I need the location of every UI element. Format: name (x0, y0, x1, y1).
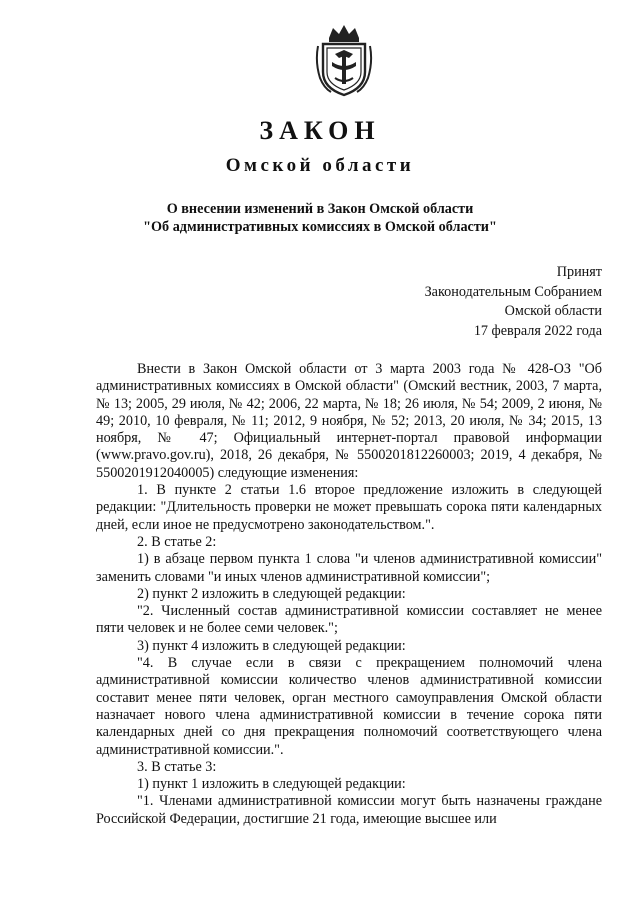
article-3-item-1-text: "1. Членами административной комиссии могут быть назначены граждане Российской Федерации, достигшие 21 года, имеющие высшее или (96, 793, 602, 827)
law-title: ЗАКОН (259, 116, 381, 145)
article-3-item-1: 1) пункт 1 изложить в следующей редакции: (137, 776, 406, 793)
subject-line-1: О внесении изменений в Закон Омской области (166, 201, 474, 217)
law-body (96, 361, 602, 828)
article-2-item-2-text: "2. Численный состав административной комиссии составляет не менее пяти человек и не более семи человек."; (96, 603, 602, 637)
law-subject (0, 200, 640, 236)
intro-paragraph: Внести в Закон Омской области от 3 марта 2003 года № 428-ОЗ "Об административных комиссиях в Омской области" (Омский вестник, 2003, 7 марта, № 13; 2005, 29 июля, № 42; 2006, 22 марта, № 18; 26 июля, № 54; 2009, 2 июня, № 49; 2010, 10 февраля, № 11; 2012, 9 ноября, № 52; 2013, 20 июля, № 34; 2015, 13 ноября, № 47; Официальный интернет-портал правовой информации (www.pravo.gov.ru), 2018, 26 декабря, № 5500201812260003; 2019, 4 декабря, № 5500201912040005) следующие изменения: (96, 361, 602, 481)
omsk-region-coat-of-arms-icon (315, 22, 373, 98)
adopted-line-2: Законодательным Собранием (424, 283, 602, 300)
adoption-block (425, 263, 602, 341)
adopted-line-1: Принят (556, 264, 602, 280)
article-2-item-3-text: "4. В случае если в связи с прекращением полномочий члена административной комиссии количество членов административной комиссии составит менее пяти человек, орган местного самоуправления Омской области назначает нового члена административной комиссии в течение сорока пяти календарных дней со дня прекращения полномочий соответствующего члена административной комиссии.". (96, 655, 602, 758)
adopted-date: 17 февраля 2022 года (473, 322, 602, 339)
article-2-item-1: 1) в абзаце первом пункта 1 слова "и членов административной комиссии" заменить словами "и иных членов административной комиссии"; (96, 551, 602, 585)
subject-line-2: "Об административных комиссиях в Омской области" (143, 219, 497, 235)
article-2-heading: 2. В статье 2: (137, 533, 217, 550)
article-1-paragraph: 1. В пункте 2 статьи 1.6 второе предложение изложить в следующей редакции: "Длительность проверки не может превышать сорока пяти календарных дней, если иное не предусмотрено законодательством.". (96, 482, 602, 533)
adopted-line-3: Омской области (504, 303, 602, 319)
article-3-heading: 3. В статье 3: (137, 758, 217, 775)
article-2-item-3: 3) пункт 4 изложить в следующей редакции: (137, 637, 406, 654)
article-2-item-2: 2) пункт 2 изложить в следующей редакции: (137, 585, 406, 602)
region-title: Омской области (225, 155, 415, 176)
